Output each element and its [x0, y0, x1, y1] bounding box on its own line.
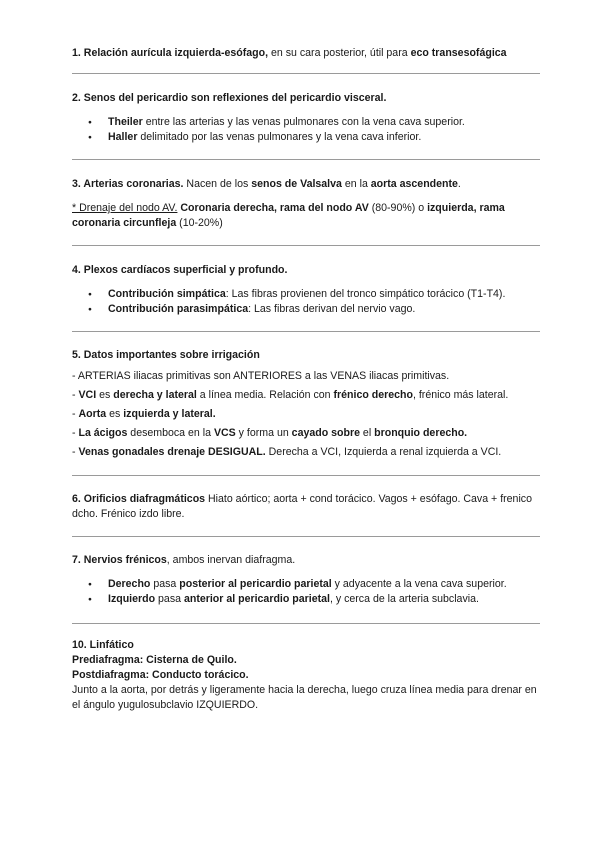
s7-text-1: , ambos inervan diafragma. — [166, 553, 296, 566]
section-6 — [72, 492, 540, 522]
divider — [72, 331, 540, 332]
s5-l5-bold-1: Venas gonadales drenaje DESIGUAL. — [78, 446, 266, 459]
s2-item-1-text: entre las arterias y las venas pulmonares con la vena cava superior. — [142, 116, 465, 129]
s3-bold-3: aorta ascendente — [370, 178, 458, 191]
section-10-post — [72, 668, 540, 683]
section-7-title — [72, 553, 540, 568]
section-3-title — [72, 177, 540, 192]
list-item — [108, 302, 540, 317]
s5-l4-text-2: desemboca en la — [127, 427, 214, 440]
divider — [72, 623, 540, 624]
s3-text-4: (80-90%) o — [368, 202, 428, 215]
s6-bold-1: 6. Orificios diafragmáticos — [72, 492, 206, 505]
s2-item-2-text: delimitado por las venas pulmonares y la vena cava inferior. — [137, 131, 422, 144]
s5-l2-bold-3: frénico derecho — [333, 389, 413, 402]
s3-bold-1: 3. Arterias coronarias. — [72, 178, 184, 191]
s1-bold-1: 1. — [72, 47, 81, 59]
s5-l5-text-2: Derecha a VCI, Izquierda a renal izquierda a VCI. — [265, 446, 502, 459]
s7-bold-1: 7. Nervios frénicos — [72, 553, 167, 566]
s4-item-2-text: : Las fibras derivan del nervio vago. — [248, 303, 416, 316]
s5-l2-text-2: es — [96, 389, 114, 402]
s10-title-text: 10. Linfático — [72, 638, 134, 651]
s5-l4-bold-2: VCS — [213, 427, 236, 440]
s5-l4-bold-4: bronquio derecho. — [374, 427, 468, 440]
s5-l4-bold-1: La ácigos — [78, 427, 128, 440]
divider — [72, 245, 540, 246]
s7-item-2-text-1: pasa — [155, 592, 184, 605]
s3-text-5: (10-20%) — [176, 217, 223, 230]
divider — [72, 536, 540, 537]
divider — [72, 475, 540, 476]
section-4-list — [72, 287, 540, 317]
s5-l2-dash: - — [72, 389, 79, 402]
s7-item-1-bold-1: Derecho — [108, 577, 151, 590]
list-item — [108, 577, 540, 592]
section-5-title — [72, 348, 540, 363]
section-3-note — [72, 201, 540, 231]
section-10-text: Junto a la aorta, por detrás y ligeramente hacia la derecha, luego cruza línea media para drenar en el ángulo yugulosubclavio IZQUIERDO. — [72, 683, 537, 711]
s5-l3-text-2: es — [106, 408, 124, 421]
list-item — [108, 115, 540, 130]
s3-underline: * Drenaje del nodo AV. — [72, 202, 178, 215]
s1-bold-3: eco transesofágica — [410, 47, 507, 59]
divider — [72, 159, 540, 160]
s3-text-1: Nacen de los — [183, 178, 252, 191]
s4-title-text: 4. Plexos cardíacos superficial y profundo. — [72, 264, 288, 277]
s3-text-3: . — [457, 178, 461, 191]
list-item — [108, 592, 540, 607]
s5-l3-bold-1: Aorta — [78, 408, 107, 421]
s7-item-2-bold-2: anterior al pericardio parietal — [183, 592, 330, 605]
list-item — [108, 287, 540, 302]
s4-item-1-bold: Contribución simpática — [108, 288, 226, 301]
s3-text-2: en la — [341, 178, 371, 191]
document-page — [72, 46, 540, 713]
s4-item-2-bold: Contribución parasimpática — [108, 303, 249, 316]
s3-bold-5: izquierda, rama coronaria circunfleja — [72, 202, 505, 230]
list-item — [108, 130, 540, 145]
s5-l4-dash: - — [72, 427, 79, 440]
s5-l4-text-4: el — [359, 427, 375, 440]
s2-item-2-bold: Haller — [108, 131, 138, 144]
s4-item-1-text: : Las fibras provienen del tronco simpático torácico (T1-T4). — [225, 288, 506, 301]
section-2-title — [72, 91, 540, 106]
section-10-title — [72, 638, 540, 653]
s5-line-4 — [72, 426, 540, 441]
s7-item-1-text-2: y adyacente a la vena cava superior. — [331, 577, 507, 590]
s5-title-text: 5. Datos importantes sobre irrigación — [72, 349, 260, 362]
s5-line-2 — [72, 388, 540, 403]
s3-bold-4: Coronaria derecha, rama del nodo AV — [177, 202, 369, 215]
s7-item-1-text-1: pasa — [150, 577, 180, 590]
s5-l5-dash: - — [72, 446, 79, 459]
s5-line-3 — [72, 407, 540, 422]
s10-post-text: Postdiafragma: Conducto torácico. — [72, 668, 249, 681]
s5-line-5 — [72, 445, 540, 460]
s5-l2-text-3: a línea media. Relación con — [196, 389, 334, 402]
section-10-pre — [72, 653, 540, 668]
s3-bold-2: senos de Valsalva — [251, 178, 342, 191]
s5-l2-text-4: , frénico más lateral. — [412, 389, 509, 402]
section-1 — [72, 46, 540, 61]
divider — [72, 73, 540, 74]
s5-l4-bold-3: cayado sobre — [291, 427, 360, 440]
section-4-title — [72, 263, 540, 278]
s1-bold-2: Relación aurícula izquierda-esófago, — [83, 47, 269, 59]
section-7-list — [72, 577, 540, 607]
s2-item-1-bold: Theiler — [108, 116, 143, 129]
s5-l2-bold-1: VCI — [78, 389, 97, 402]
s6-text-1: Hiato aórtico; aorta + cond torácico. Vagos + esófago. Cava + frenico dcho. Frénico izdo libre. — [72, 492, 532, 520]
s5-l3-bold-2: izquierda y lateral. — [123, 408, 216, 421]
s7-item-2-text-2: , y cerca de la arteria subclavia. — [329, 592, 479, 605]
s5-line-1: - ARTERIAS iliacas primitivas son ANTERIORES a las VENAS iliacas primitivas. — [72, 370, 450, 383]
section-2-list — [72, 115, 540, 145]
s7-item-2-bold-1: Izquierdo — [108, 592, 156, 605]
s10-pre-text: Prediafragma: Cisterna de Quilo. — [72, 653, 237, 666]
s5-l2-bold-2: derecha y lateral — [113, 389, 197, 402]
s5-l3-dash: - — [72, 408, 79, 421]
s2-title-text: 2. Senos del pericardio son reflexiones del pericardio visceral. — [72, 92, 387, 105]
s1-text: en su cara posterior, útil para — [268, 47, 411, 59]
s5-l4-text-3: y forma un — [235, 427, 292, 440]
s7-item-1-bold-2: posterior al pericardio parietal — [179, 577, 332, 590]
